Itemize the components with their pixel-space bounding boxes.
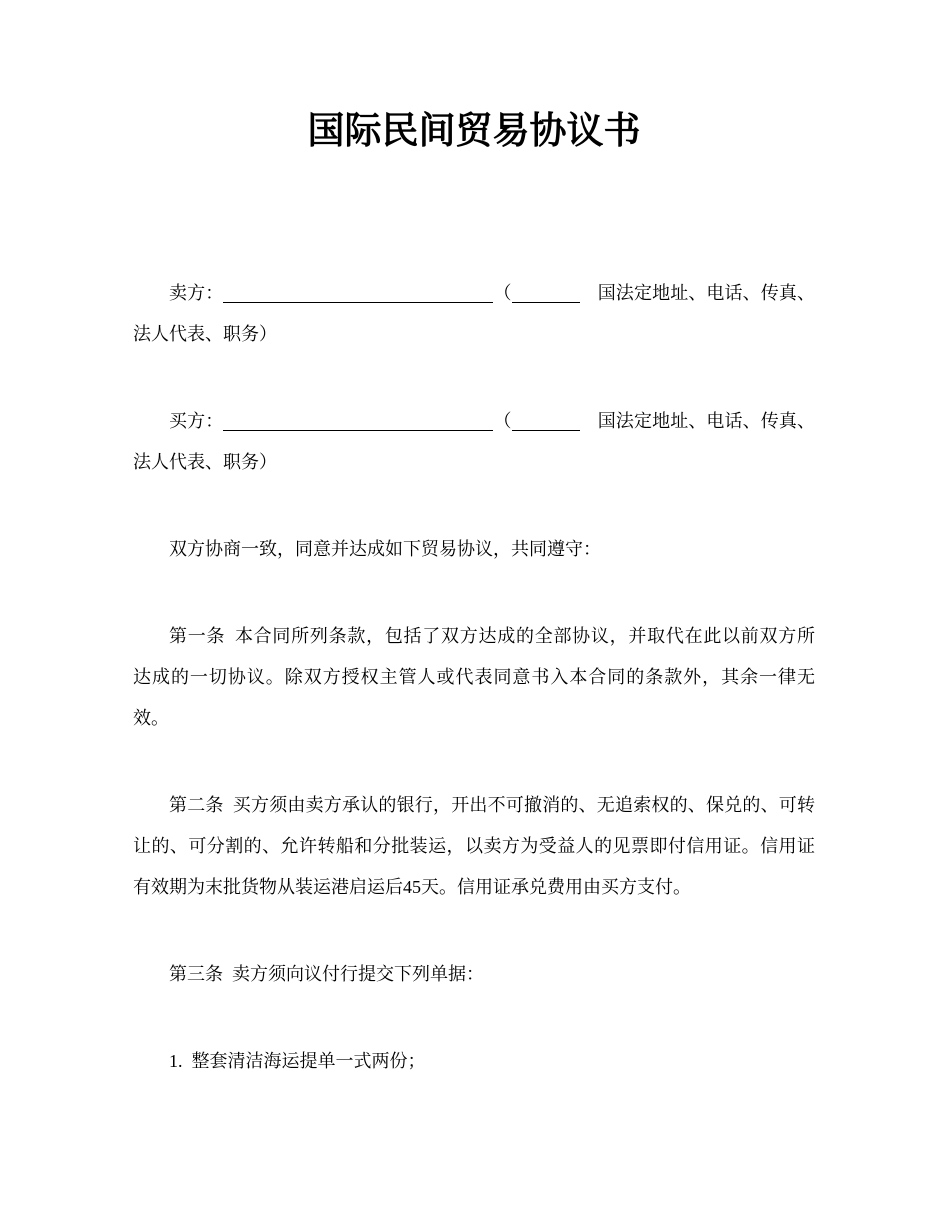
text-line: 第一条 本合同所列条款，包括了双方达成的全部协议，并取代在此以前双方所 bbox=[169, 626, 815, 646]
buyer-label: 买方： bbox=[169, 411, 224, 431]
buyer-line-1 bbox=[133, 401, 815, 442]
seller-open-paren: （ bbox=[493, 283, 512, 303]
text-line: 1. 整套清洁海运提单一式两份； bbox=[169, 1051, 426, 1071]
text-line: 有效期为末批货物从装运港启运后45天。信用证承兑费用由买方支付。 bbox=[133, 877, 691, 897]
seller-line-1 bbox=[133, 273, 815, 314]
text-line: 第二条 买方须由卖方承认的银行，开出不可撤消的、无追索权的、保兑的、可转 bbox=[169, 795, 815, 815]
text-line: 让的、可分割的、允许转船和分批装运，以卖方为受益人的见票即付信用证。信用证 bbox=[133, 836, 815, 856]
document-list-item-1 bbox=[133, 1041, 815, 1082]
seller-line-2: 法人代表、职务） bbox=[133, 324, 277, 344]
buyer-name-blank-field bbox=[223, 412, 493, 431]
text-line: 达成的一切协议。除双方授权主管人或代表同意书入本合同的条款外，其余一律无 bbox=[133, 667, 815, 687]
seller-name-blank-field bbox=[223, 284, 493, 303]
buyer-open-paren: （ bbox=[493, 411, 512, 431]
text-line: 效。 bbox=[133, 708, 169, 728]
buyer-tail-text: 国法定地址、电话、传真、 bbox=[597, 411, 816, 431]
text-line: 双方协商一致，同意并达成如下贸易协议，共同遵守： bbox=[169, 539, 601, 559]
seller-label: 卖方： bbox=[169, 283, 224, 303]
seller-country-blank-field bbox=[512, 284, 580, 303]
buyer-line-2: 法人代表、职务） bbox=[133, 452, 277, 472]
buyer-country-blank-field bbox=[512, 412, 580, 431]
seller-tail-text: 国法定地址、电话、传真、 bbox=[597, 283, 816, 303]
buyer-clause bbox=[133, 401, 815, 483]
article-1 bbox=[133, 616, 815, 739]
article-3 bbox=[133, 954, 815, 995]
text-line: 第三条 卖方须向议付行提交下列单据： bbox=[169, 964, 484, 984]
seller-clause bbox=[133, 273, 815, 355]
document-title: 国际民间贸易协议书 bbox=[307, 110, 641, 151]
article-2 bbox=[133, 785, 815, 908]
preamble-paragraph bbox=[133, 529, 815, 570]
